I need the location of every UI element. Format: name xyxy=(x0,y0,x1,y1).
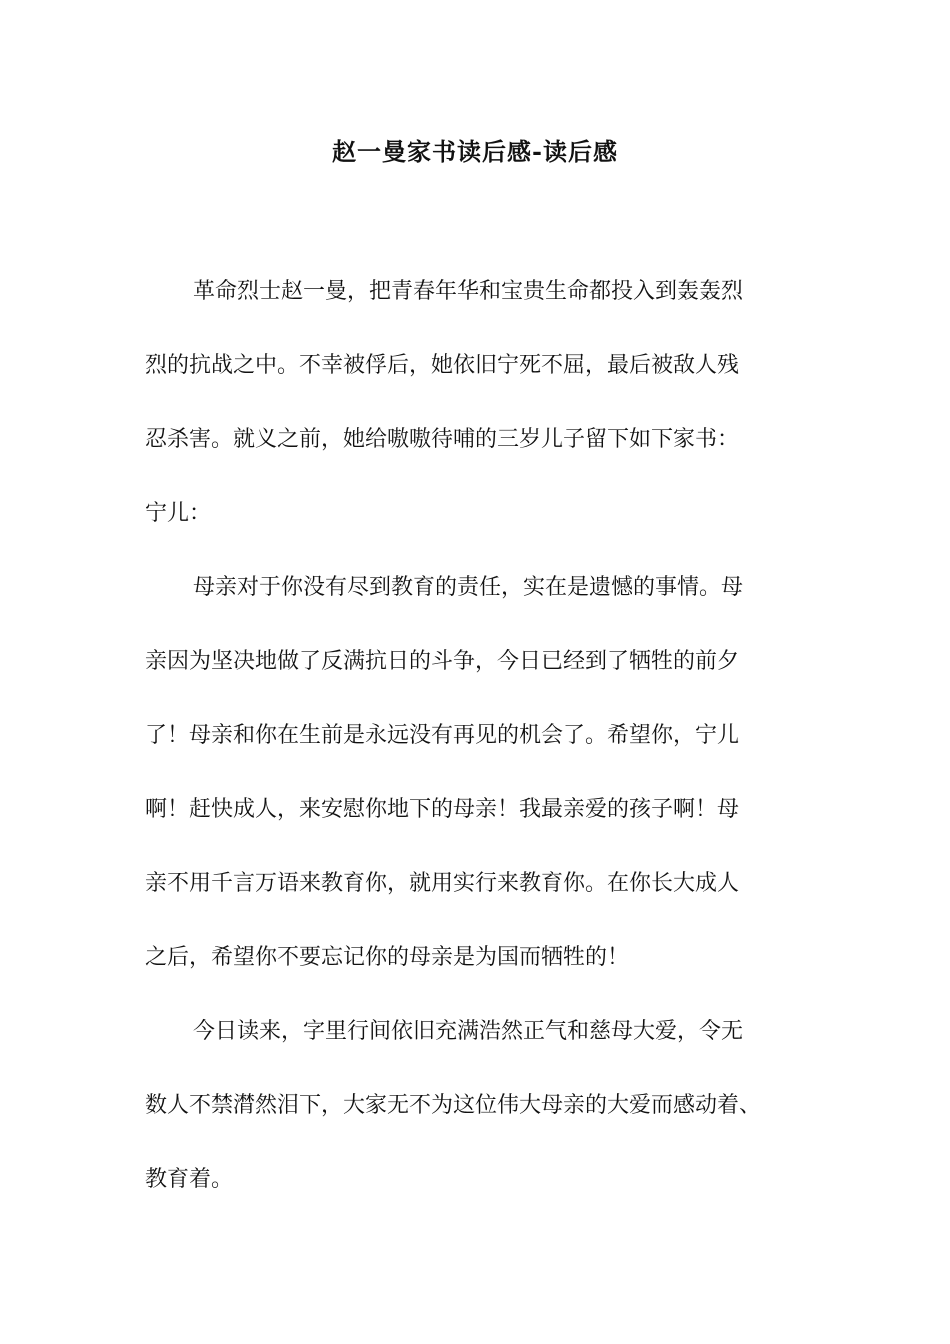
paragraph-line: 了！母亲和你在生前是永远没有再见的机会了。希望你，宁儿 xyxy=(145,723,740,748)
paragraph-line: 教育着。 xyxy=(145,1167,234,1192)
paragraph-line: 革命烈士赵一曼，把青春年华和宝贵生命都投入到轰轰烈 xyxy=(193,279,744,304)
document-body xyxy=(145,255,815,1217)
paragraph-line: 数人不禁潸然泪下，大家无不为这位伟大母亲的大爱而感动着、 xyxy=(145,1093,762,1118)
letter-salutation: 宁儿： xyxy=(145,501,212,526)
paragraph-line: 烈的抗战之中。不幸被俘后，她依旧宁死不屈，最后被敌人残 xyxy=(145,353,740,378)
paragraph-line: 之后，希望你不要忘记你的母亲是为国而牺牲的！ xyxy=(145,945,630,970)
paragraph-line: 亲因为坚决地做了反满抗日的斗争，今日已经到了牺牲的前夕 xyxy=(145,649,740,674)
paragraph-line: 母亲对于你没有尽到教育的责任，实在是遗憾的事情。母 xyxy=(193,575,744,600)
paragraph-line: 忍杀害。就义之前，她给嗷嗷待哺的三岁儿子留下如下家书： xyxy=(145,427,740,452)
paragraph-line: 今日读来，字里行间依旧充满浩然正气和慈母大爱，令无 xyxy=(193,1019,744,1044)
paragraph-line: 啊！赶快成人，来安慰你地下的母亲！我最亲爱的孩子啊！母 xyxy=(145,797,740,822)
document-title: 赵一曼家书读后感-读后感 xyxy=(332,137,618,166)
paragraph-line: 亲不用千言万语来教育你，就用实行来教育你。在你长大成人 xyxy=(145,871,740,896)
